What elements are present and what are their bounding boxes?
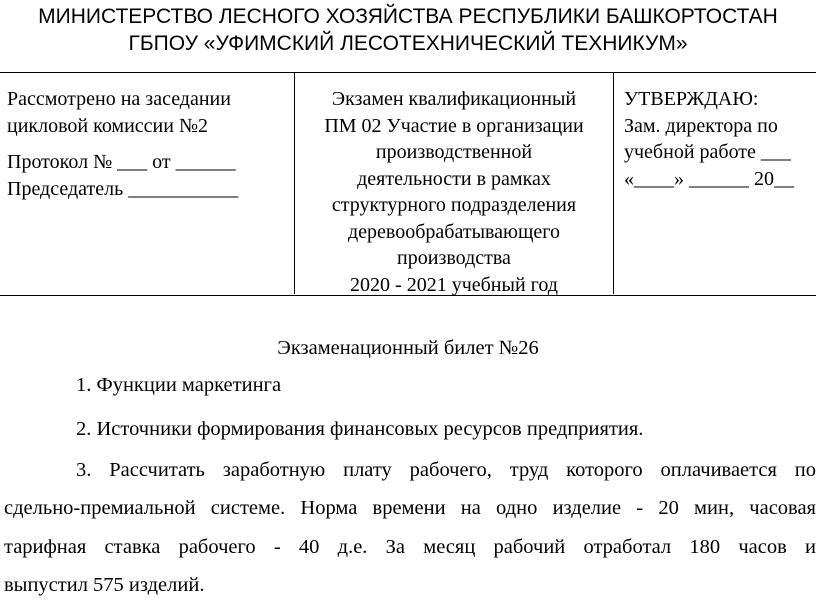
review-cell [7,86,238,202]
ticket-title: Экзаменационный билет №26 [277,337,539,359]
table-divider-1 [294,72,295,294]
exam-line: структурного подразделения [331,194,577,216]
exam-cell [296,86,612,298]
question-2: 2. Источники формирования финансовых ресурсов предприятия. [76,418,644,440]
approve-line: учебной работе ___ [624,141,791,163]
school-title: ГБПОУ «УФИМСКИЙ ЛЕСОТЕХНИЧЕСКИЙ ТЕХНИКУМ» [128,32,688,55]
table-divider-2 [613,72,614,294]
question-1: 1. Функции маркетинга [76,374,282,396]
academic-year: 2020 - 2021 учебный год [350,273,558,296]
question-3-line: выпустил 575 изделий. [4,574,205,596]
exam-line: ПМ 02 Участие в организации [324,114,584,137]
exam-line: производства [397,247,511,269]
protocol-line: Протокол № ___ от ______ [7,151,236,173]
exam-line: Экзамен квалификационный [331,88,577,110]
approve-heading: УТВЕРЖДАЮ: [624,88,759,110]
review-line: Рассмотрено на заседании [7,88,231,110]
chairman-line: Председатель ___________ [7,177,239,200]
review-line: цикловой комиссии №2 [7,114,209,137]
question-3-line: 3. Рассчитать заработную плату рабочего, труд которого оплачивается по [76,459,816,481]
question-3-line: сдельно-премиальной системе. Норма времени на одно изделие - 20 мин, часовая [4,497,816,519]
exam-line: деятельности в рамках [357,167,551,190]
exam-line: производственной [375,141,533,163]
question-3-line: тарифная ставка рабочего - 40 д.е. За месяц рабочий отработал 180 часов и [4,536,816,558]
approve-line: Зам. директора по [624,114,778,137]
exam-line: деревообрабатывающего [348,220,560,243]
ministry-title: МИНИСТЕРСТВО ЛЕСНОГО ХОЗЯЙСТВА РЕСПУБЛИКИ БАШКОРТОСТАН [38,5,778,28]
approval-cell [624,86,794,192]
approve-date-line: «____» ______ 20__ [624,167,794,190]
